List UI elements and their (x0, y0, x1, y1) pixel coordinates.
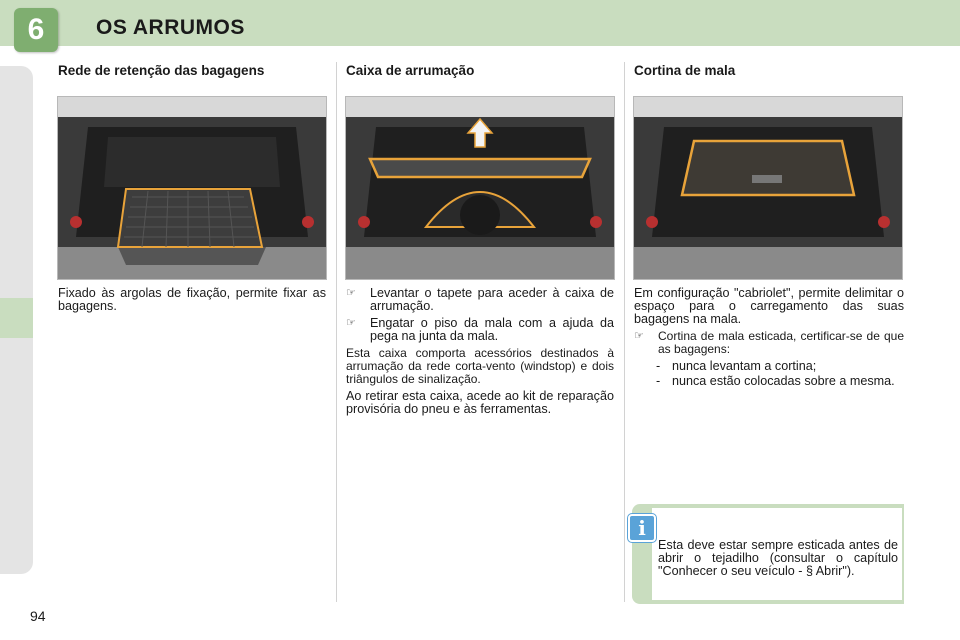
photo-storage-box (345, 96, 615, 280)
dash-text: nunca estão colocadas sobre a mesma. (672, 374, 895, 388)
bullet-text: Engatar o piso da mala com a ajuda da pega na junta da mala. (370, 316, 614, 343)
bullet-cover-stretched (634, 330, 904, 356)
dash-item-never-on-top (656, 375, 904, 401)
heading-luggage-net: Rede de retenção das bagagens (58, 63, 265, 78)
dash-symbol: - (656, 374, 661, 388)
photo-luggage-cover (633, 96, 903, 280)
bullet-hook-floor (346, 317, 614, 343)
paragraph-luggage-net: Fixado às argolas de fixação, permite fixar as bagagens. (58, 286, 326, 313)
page-title: OS ARRUMOS (96, 16, 245, 39)
chapter-number: 6 (27, 13, 45, 46)
dash-item-never-lift (656, 360, 904, 374)
dash-text: nunca levantam a cortina; (672, 359, 817, 373)
chapter-badge (14, 8, 58, 52)
heading-luggage-cover: Cortina de mala (634, 63, 736, 78)
paragraph-cover-intro: Em configuração "cabriolet", permite delimitar o espaço para o carregamento das suas bagagens na mala. (634, 286, 904, 326)
pointing-hand-icon: ☞ (346, 317, 356, 329)
bullet-text: Levantar o tapete para aceder à caixa de arrumação. (370, 286, 614, 313)
bullet-lift-mat (346, 287, 614, 313)
heading-storage-box: Caixa de arrumação (346, 63, 475, 78)
page-number: 94 (30, 608, 46, 624)
column-separator (624, 62, 625, 602)
bullet-text: Cortina de mala esticada, certificar-se de que as bagagens: (658, 329, 904, 356)
pointing-hand-icon: ☞ (634, 330, 644, 342)
pointing-hand-icon: ☞ (346, 287, 356, 299)
paragraph-box-contents: Esta caixa comporta acessórios destinados à arrumação da rede corta-vento (windstop) e dois triângulos de sinalização. (346, 346, 614, 386)
dash-symbol: - (656, 359, 661, 373)
photo-luggage-net (57, 96, 327, 280)
column-separator (336, 62, 337, 602)
info-icon: i (628, 514, 656, 542)
info-text: Esta deve estar sempre esticada antes de abrir o tejadilho (consultar o capítulo "Conhecer o seu veículo - § Abrir"). (658, 537, 898, 578)
chapter-tab (0, 298, 33, 338)
paragraph-box-removal: Ao retirar esta caixa, acede ao kit de reparação provisória do pneu e às ferramentas. (346, 389, 614, 416)
